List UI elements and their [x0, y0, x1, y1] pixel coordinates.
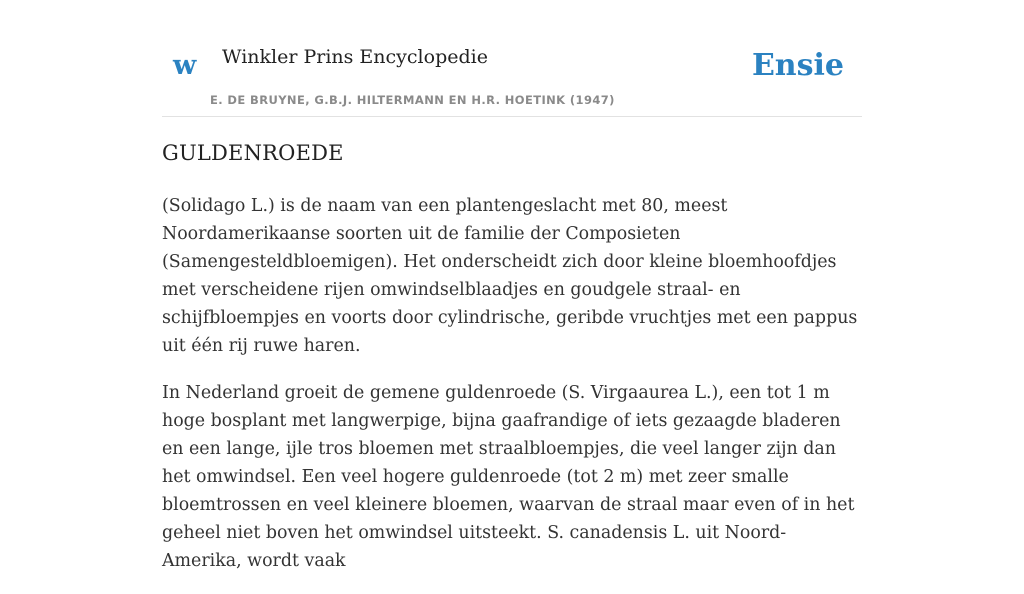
source-title[interactable]: Winkler Prins Encyclopedie: [222, 46, 488, 68]
site-header: [162, 0, 862, 117]
winkler-prins-logo-icon[interactable]: w: [173, 50, 197, 81]
article-paragraph: (Solidago L.) is de naam van een plantengeslacht met 80, meest Noordamerikaanse soorten uit de familie der Composieten (Samengesteldbloemigen). Het onderscheidt zich door kleine bloemhoofdjes met verscheidene rijen omwindselblaadjes en goudgele straal- en schijfbloempjes en voorts door cylindrische, geribde vruchtjes met een pappus uit één rij ruwe haren.: [162, 196, 858, 356]
source-authors: E. DE BRUYNE, G.B.J. HILTERMANN EN H.R. HOETINK (1947): [210, 93, 615, 107]
article-body: [162, 192, 864, 594]
article-paragraph: In Nederland groeit de gemene guldenroede (S. Virgaaurea L.), een tot 1 m hoge bosplant met langwerpige, bijna gaafrandige of iets gezaagde bladeren en een lange, ijle tros bloemen met straalbloempjes, die veel langer zijn dan het omwindsel. Een veel hogere guldenroede (tot 2 m) met zeer smalle bloemtrossen en veel kleinere bloemen, waarvan de straal maar even of in het geheel niet boven het omwindsel uitsteekt. S. canadensis L. uit Noord-Amerika, wordt vaak: [162, 383, 855, 571]
article-title: GULDENROEDE: [162, 141, 344, 165]
ensie-logo[interactable]: Ensie: [751, 48, 844, 83]
